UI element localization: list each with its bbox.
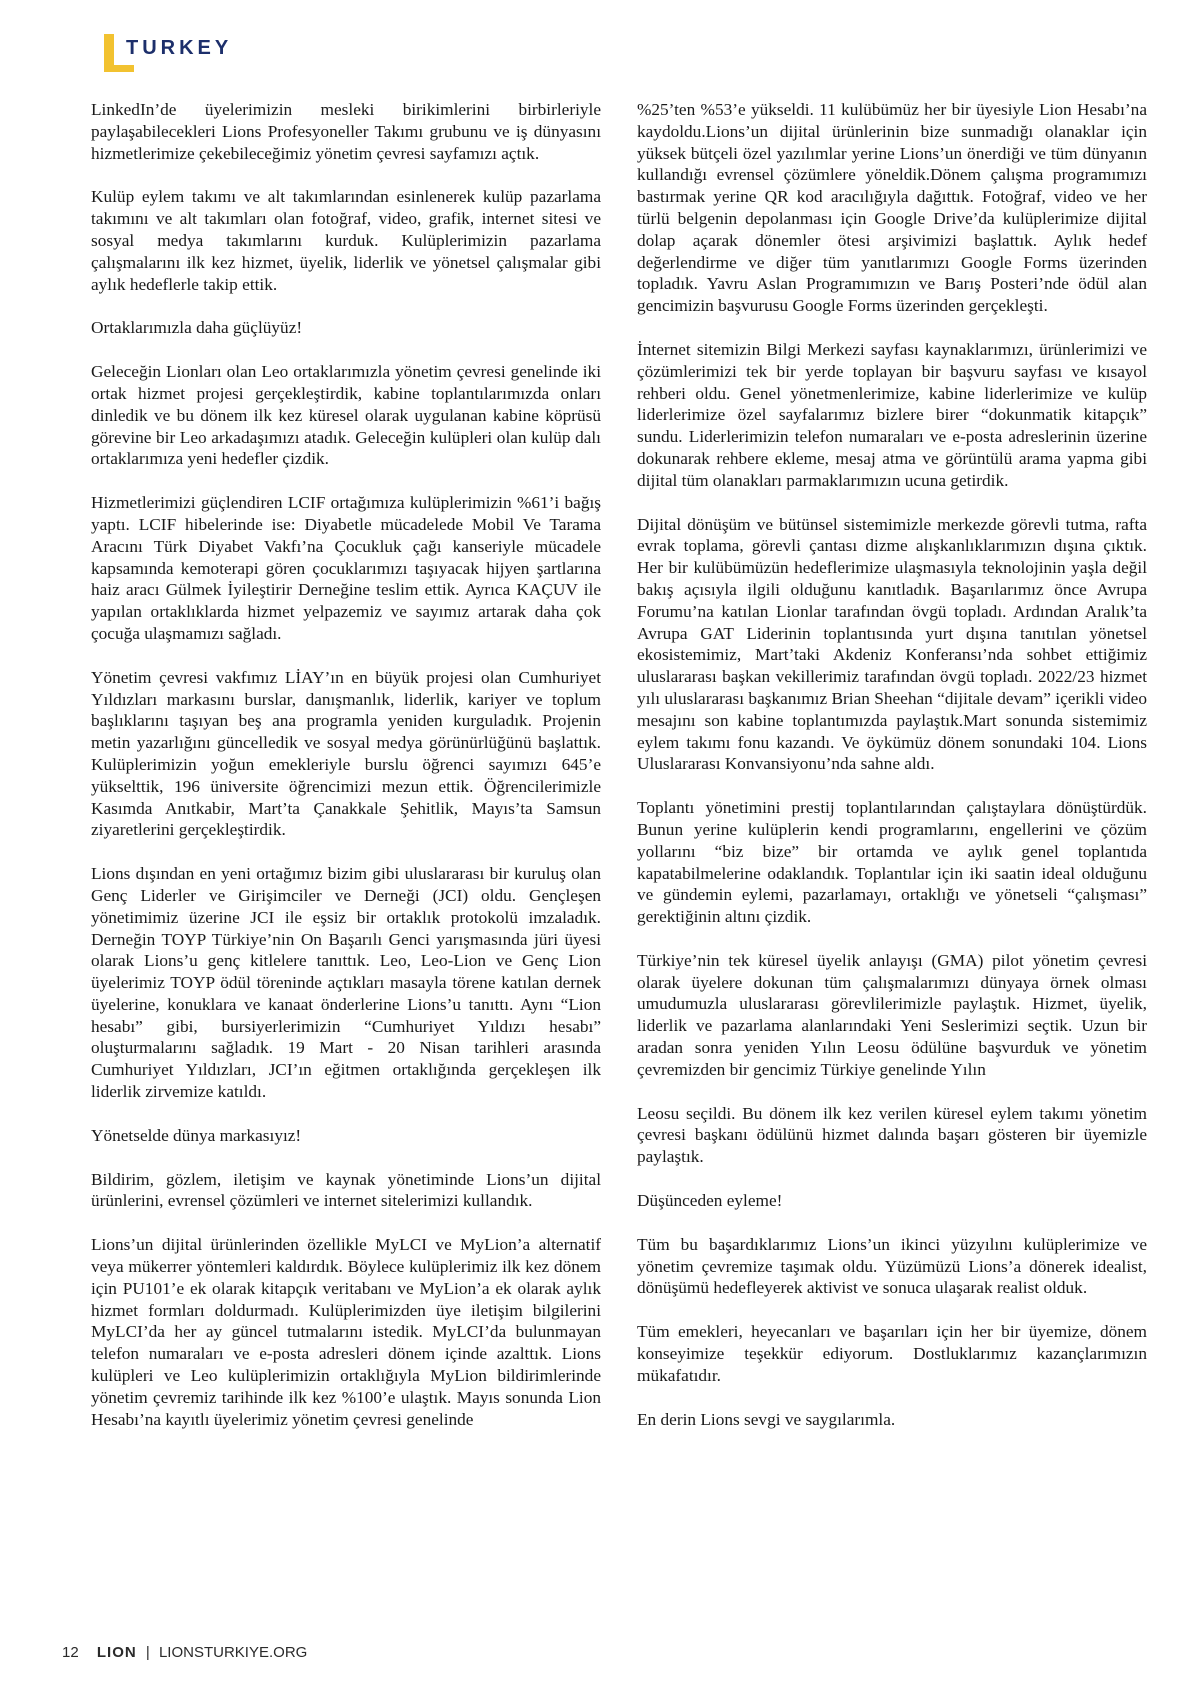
footer-website: LIONSTURKIYE.ORG bbox=[158, 1644, 308, 1661]
logo-l-foot bbox=[104, 65, 134, 72]
footer-separator: | bbox=[145, 1644, 150, 1661]
paragraph: Lions dışından en yeni ortağımız bizim gibi uluslararası bir kuruluş olan Genç Liderler ve Girişimciler ve Derneği (JCI) oldu. Gençleşen yönetimimiz üzerine JCI ile eşsiz bir ortaklık protokolü imzaladık. Derneğin TOYP Türkiye’nin On Başarılı Genci yarışmasında jüri üyesi olarak Lions’u genç kitlelere tanıttık. Leo, Leo-Lion ve Genç Lion üyelerimiz TOYP ödül töreninde açtıkları masayla törene katılan dernek üyelerine, konuklara ve kanaat önderlerine Lions’u tanıttı. Aynı “Lion hesabı” gibi, bursiyerlerimizin “Cumhuriyet Yıldızı hesabı” oluşturmalarını sağladık. 19 Mart - 20 Nisan tarihleri arasında Cumhuriyet Yıldızları, JCI’ın eğitmen ortaklığında gerçekleşen ilk liderlik zirvemize katıldı. bbox=[91, 864, 601, 1102]
left-column bbox=[91, 99, 601, 1452]
logo-text: TURKEY bbox=[126, 37, 233, 59]
closing-line: En derin Lions sevgi ve saygılarımla. bbox=[637, 1409, 896, 1429]
paragraph: Leosu seçildi. Bu dönem ilk kez verilen küresel eylem takımı yönetim çevresi başkanı ödülünü hizmet dalında başarı gösteren bir üyemizle paylaştık. bbox=[637, 1103, 1147, 1167]
paragraph: Tüm bu başardıklarımız Lions’un ikinci yüzyılını kulüplerimize ve yönetim çevremize taşımak oldu. Yüzümüzü Lions’a dönerek idealist, dönüşümü hedefleyerek aktivist ve sonuca ulaşarak realist olduk. bbox=[637, 1234, 1147, 1298]
paragraph: Tüm emekleri, heyecanları ve başarıları için her bir üyemize, dönem konseyimize teşekkür ediyorum. Dostluklarımız kazançlarımızın mükafatıdır. bbox=[637, 1322, 1147, 1385]
paragraph: Lions’un dijital ürünlerinden özellikle MyLCI ve MyLion’a alternatif veya mükerrer yöntemleri kaldırdık. Böylece kulüplerimiz ilk kez dönem için PU101’e ek olarak kitapçık veritabanı ve MyLion’a ek olarak aylık hizmet formları doldurmadı. Kulüplerimizden üye iletişim bilgilerini MyLCI’da her ay güncel tutmalarını istedik. MyLCI’da bulunmayan telefon numaraları ve e-posta adresleri dönem içinde azalttık. Lions kulüpleri ve Leo kulüplerimizin ortaklığıyla MyLion bildirimlerinde yönetim çevremiz tarihinde ilk kez %100’e ulaştık. Mayıs sonunda Lion Hesabı’na kayıtlı üyelerimiz yönetim çevresi genelinde bbox=[91, 1235, 601, 1429]
turkey-logo bbox=[104, 34, 304, 74]
paragraph: %25’ten %53’e yükseldi. 11 kulübümüz her bir üyesiyle Lion Hesabı’na kaydoldu.Lions’un dijital ürünlerinin bize sunmadığı olanaklar için yüksek bütçeli özel yazılımlar yerine Lions’un önerdiği ve tüm dünyanın kullandığı evrensel çözümlere yöneldik.Dönem çalışma programımızı bastırmak yerine QR kod aracılığıyla dağıttık. Fotoğraf, video ve her türlü belgenin depolanması için Google Drive’da kulüplerimize dijital dolap açarak dönemler ötesi arşivimizi başlattık. Aylık hedef değerlendirme ve diğer tüm yanıtlarımızı Google Forms üzerinden topladık. Yavru Aslan Programımızın ve Barış Posteri’nde ödül alan gencimizin başvurusu Google Forms üzerinden gerçekleşti. bbox=[637, 100, 1147, 316]
section-heading: Yönetselde dünya markasıyız! bbox=[91, 1125, 302, 1145]
paragraph: Bildirim, gözlem, iletişim ve kaynak yönetiminde Lions’un dijital ürünlerini, evrensel çözümleri ve internet sitelerimizi kullandık. bbox=[91, 1169, 601, 1211]
paragraph: Dijital dönüşüm ve bütünsel sistemimizle merkezde görevli tutma, rafta evrak toplama, görevli çantası dizme alışkanlıklarımızın dışına çıktık. Her bir kulübümüzün hedeflerimize ulaşmasıyla teknolojinin yaşla değil bakış açısıyla ilgili olduğunu kanıtladık. Başarılarımız önce Avrupa Forumu’na katılan Lionlar tarafından övgü topladı. Ardından Aralık’ta Avrupa GAT Liderinin toplantısında yurt dışına tanıtılan yönetsel ekosistemimiz, Mart’taki Akdeniz Konferansı’nda sohbet ettiğimiz uluslararası başkan vekillerimiz tarafından övgü topladı. 2022/23 hizmet yılı uluslararası başkanımız Brian Sheehan “dijitale devam” içerikli video mesajını son kabine toplantımızda paylaştık.Mart sonunda sistemimiz eylem takımı fonu kazandı. Ve öykümüz dönem sonundaki 104. Lions Uluslararası Konvansiyonu’nda sahne aldı. bbox=[637, 514, 1147, 774]
page-footer bbox=[62, 1644, 307, 1661]
paragraph: Kulüp eylem takımı ve alt takımlarından esinlenerek kulüp pazarlama takımını ve alt takımları olan fotoğraf, video, grafik, internet sitesi ve sosyal medya takımlarını kurduk. Kulüplerimizin pazarlama çalışmalarını ilk kez hizmet, üyelik, liderlik ve yönetsel çalışmalar gibi aylık hedeflerle takip ettik. bbox=[91, 187, 601, 294]
section-heading: Ortaklarımızla daha güçlüyüz! bbox=[91, 318, 303, 338]
footer-brand: LION bbox=[96, 1644, 137, 1661]
paragraph: LinkedIn’de üyelerimizin mesleki birikimlerini birbirleriyle paylaşabilecekleri Lions Profesyoneller Takımı grubunu ve iş dünyasını hizmetlerimize çekebileceğimiz yönetim çevresi sayfamızı açtık. bbox=[91, 100, 601, 163]
right-column bbox=[637, 99, 1147, 1452]
page-number: 12 bbox=[62, 1644, 79, 1661]
paragraph: Geleceğin Lionları olan Leo ortaklarımızla yönetim çevresi genelinde iki ortak hizmet projesi gerçekleştirdik, kabine toplantılarımızda onları dinledik ve bu dönem ilk kez küresel olarak uygulanan kabine köprüsü görevine bir Leo arkadaşımızı atadık. Geleceğin kulüpleri olan kulüp dalı ortaklarımıza yeni hedefler çizdik. bbox=[91, 362, 601, 469]
paragraph: Yönetim çevresi vakfımız LİAY’ın en büyük projesi olan Cumhuriyet Yıldızları markasını burslar, danışmanlık, liderlik, kariyer ve toplum başlıklarını taşıyan beş ana programla yeniden kurguladık. Projenin metin yazarlığını güncelledik ve sosyal medya görünürlüğünü başlattık. Kulüplerimizin yoğun emekleriyle burslu öğrenci sayımızı 645’e yükselttik, 196 üniversite öğrencimizi mezun ettik. Öğrencilerimizle Kasımda Anıtkabir, Mart’ta Çanakkale Şehitlik, Mayıs’ta Samsun ziyaretlerini gerçekleştirdik. bbox=[91, 667, 601, 840]
paragraph: Türkiye’nin tek küresel üyelik anlayışı (GMA) pilot yönetim çevresi olarak üyelere dokunan tüm çalışmalarımızı dünyaya örnek olması umudumuzla uluslararası görevlilerimizle paylaştık. Hizmet, üyelik, liderlik ve pazarlama alanlarındaki Yeni Seslerimizi seçtik. Uzun bir aradan sonra yeniden Yılın Leosu ödülüne başvurduk ve yönetim çevremizden bir gencimiz Türkiye genelinde Yılın bbox=[637, 950, 1147, 1079]
section-heading: Düşünceden eyleme! bbox=[637, 1191, 783, 1211]
paragraph: Hizmetlerimizi güçlendiren LCIF ortağımıza kulüplerimizin %61’i bağış yaptı. LCIF hibelerinde ise: Diyabetle mücadelede Mobil Ve Tarama Aracını Türk Diyabet Vakfı’na Çocukluk çağı kanseriyle mücadele kapsamında kemoterapi gören çocuklarımızı taşıyacak hijyen şartlarına haiz aracı Gülmek İyileştirir Derneğine teslim ettik. Ayrıca KAÇUV ile yapılan ortaklıklarda hizmet yelpazemiz ve sayımız artarak daha çok çocuğa ulaşmamızı sağladı. bbox=[91, 493, 601, 643]
paragraph: İnternet sitemizin Bilgi Merkezi sayfası kaynaklarımızı, ürünlerimizi ve çözümlerimizi tek bir yerde toplayan bir başvuru sayfası ve kısayol rehberi oldu. Genel yönetmenlerimize, kabine liderlerimize ve kulüp liderlerimize özel sayfalarımız bizlere birer “dokunmatik kitapçık” sundu. Liderlerimizin telefon numaraları ve e-posta adreslerinin üzerine dokunarak rehbere ekleme, mesaj atma ve görüntülü arama yapma gibi dijital tüm olanakları parmaklarımızın ucuna getirdik. bbox=[637, 339, 1147, 490]
paragraph: Toplantı yönetimini prestij toplantılarından çalıştaylara dönüştürdük. Bunun yerine kulüplerin kendi programlarını, engellerini ve çözüm yollarını “biz bize” bir ortamda ve aylık genel toplantıda kapatabilmelerine odaklandık. Toplantılar için iki saatin ideal olduğunu ve gündemin eylemi, pazarlamayı, ortaklığı ve yönetseli “çalışması” gerektiğinin altını çizdik. bbox=[637, 798, 1147, 927]
